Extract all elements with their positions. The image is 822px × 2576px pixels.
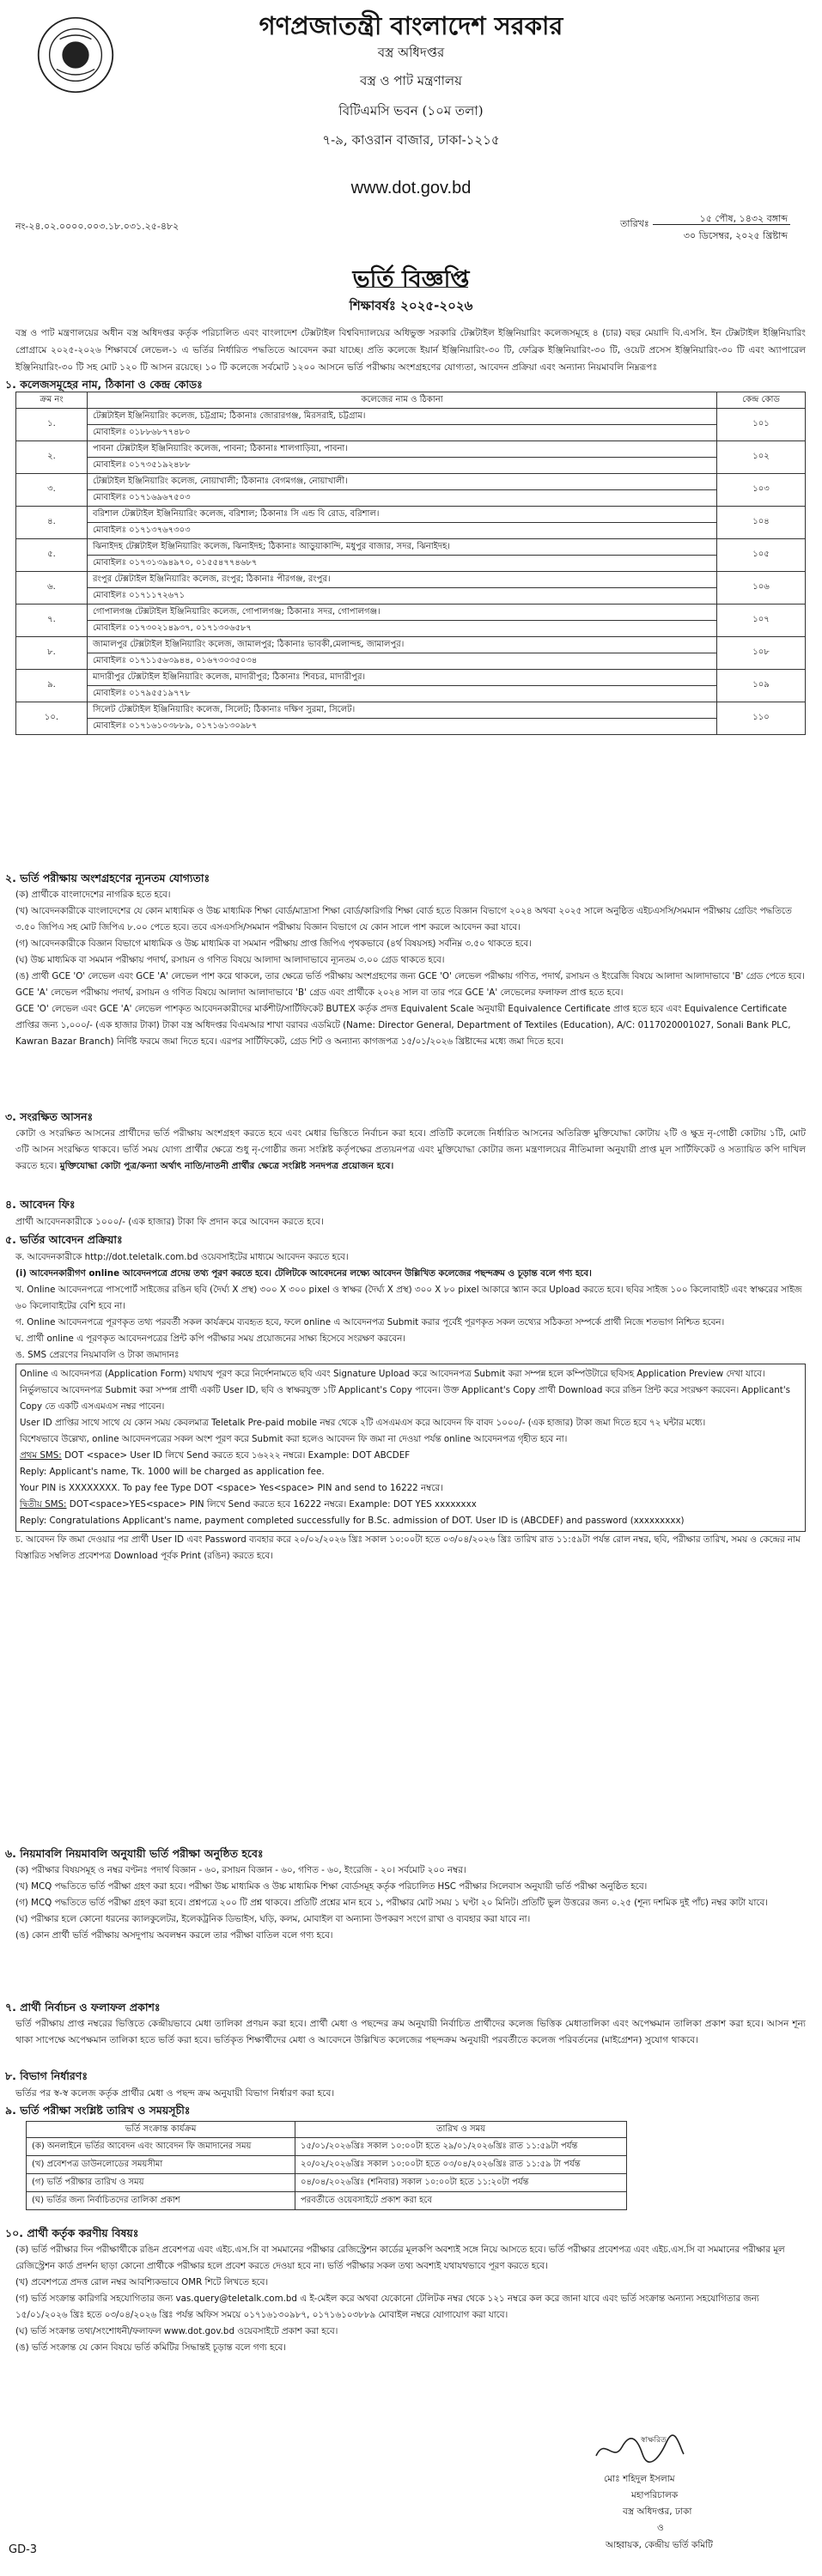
column-header: কলেজের নাম ও ঠিকানা — [88, 392, 717, 409]
table-row — [16, 409, 806, 425]
college-name-cell: পাবনা টেক্সটাইল ইঞ্জিনিয়ারিং কলেজ, পাবনা; ঠিকানাঃ শালগাড়িয়া, পাবনা। — [88, 441, 717, 458]
table-row — [16, 637, 806, 653]
sms-first-text: DOT <space> User ID লিখে Send করতে হবে ১৬২২২ নম্বরে। Example: DOT ABCDEF — [64, 1450, 411, 1461]
table-row — [16, 605, 806, 621]
center-code-cell: ১০৮ — [717, 637, 806, 670]
list-item: (ঙ) কোন প্রার্থী ভর্তি পরীক্ষায় অসদুপায় অবলম্বন করলে তার পরীক্ষা বাতিল বলে গণ্য হবে। — [15, 1930, 333, 1941]
college-name-cell: সিলেট টেক্সটাইল ইঞ্জিনিয়ারিং কলেজ, সিলেট; ঠিকানাঃ দক্ষিণ সুরমা, সিলেট। — [88, 702, 717, 719]
department-name: বস্ত্র অধিদপ্তর — [377, 45, 445, 60]
table-row — [16, 572, 806, 588]
college-name-cell: টেক্সটাইল ইঞ্জিনিয়ারিং কলেজ, নোয়াখালী; ঠিকানাঃ বেগমগঞ্জ, নোয়াখালী। — [88, 474, 717, 490]
table-row — [16, 441, 806, 458]
center-code-cell: ১০৩ — [717, 474, 806, 507]
list-item: (ঘ) ভর্তি সংক্রান্ত তথ্য/সংশোধনী/ফলাফল www.dot.gov.bd ওয়েবসাইটে প্রকাশ করা হবে। — [15, 2326, 338, 2336]
eligibility-list — [15, 887, 806, 1050]
sms-second — [20, 1497, 801, 1513]
footer-code: GD-3 — [9, 2543, 38, 2556]
date-label: তারিখঃ — [620, 218, 649, 229]
date-divider — [653, 224, 790, 225]
list-item: চ. আবেদন ফি জমা দেওয়ার পর প্রার্থী User ID এবং Password ব্যবহার করে ২০/০২/২০২৬ খ্রিঃ সকাল ১০:০০টা হতে ০৩/০৪/২০২৬ খ্রিঃ তারিখ রাত ১১:৫৯টা পর্যন্ত রোল নম্বর, ছবি, পরীক্ষার তারিখ, সময় ও কেন্দ্রের নাম বিস্তারিত সম্বলিত প্রবেশপত্র Download পূর্বক Print (রঙিন) করতে হবে। — [15, 1534, 801, 1561]
center-code-cell: ১০৯ — [717, 670, 806, 702]
serial-cell: ১. — [16, 409, 88, 441]
table-row — [16, 702, 806, 719]
website-link[interactable]: www.dot.gov.bd — [350, 179, 472, 197]
serial-cell: ৫. — [16, 539, 88, 572]
table-row — [16, 507, 806, 523]
college-phone-cell: মোবাইলঃ ০১৭১১৫৬৩৯৪৪, ০১৬৭৩০৩৫০৩৪ — [88, 653, 717, 670]
table-row — [16, 670, 806, 686]
college-phone-cell: মোবাইলঃ ০১৭১৬৯৬৭৫০৩ — [88, 490, 717, 507]
list-item: ঙ. SMS প্রেরণের নিয়মাবলি ও টাকা জমাদানঃ — [15, 1350, 180, 1360]
list-item: (গ) ভর্তি সংক্রান্ত কারিগরি সহযোগিতার জন্য vas.query@teletalk.com.bd এ ই-মেইল করে অথবা যেকোনো টেলিটক নম্বর থেকে ১২১ নম্বরে কল করে জানা যাবে এবং ভর্তি সংক্রান্ত অন্যান্য সহযোগিতার জন্য ১৫/০১/২০২৬ খ্রিঃ হতে ০৩/০৪/২০২৬ খ্রিঃ পর্যন্ত অফিস সময়ে ০১৭১৬১৩০৯৮৭, ০১৭১৬১০৩৮৮৯ মোবাইল নম্বরে যোগাযোগ করা যাবে। — [15, 2293, 759, 2320]
schedule-date-cell: ০৪/০৪/২০২৬খ্রিঃ (শনিবার) সকাল ১০:০০টা হতে ১১:২০টা পর্যন্ত — [295, 2174, 627, 2192]
column-header: ক্রম নং — [16, 392, 88, 409]
table-header-row — [16, 392, 806, 409]
department-assignment-text: ভর্তির পর স্ব-স্ব কলেজ কর্তৃক প্রার্থীর মেধা ও পছন্দ ক্রম অনুযায়ী বিভাগ নির্ধারণ করা হবে। — [15, 2088, 335, 2099]
memo-number: নং-২৪.০২.০০০০.০০৩.১৮.০৩১.২৫-৪৮২ — [15, 221, 180, 232]
college-name-cell: জামালপুর টেক্সটাইল ইঞ্জিনিয়ারিং কলেজ, জামালপুর; ঠিকানাঃ ভাবকী,মেলান্দহ, জামালপুর। — [88, 637, 717, 653]
section-heading: ৯. ভর্তি পরীক্ষা সংশ্লিষ্ট তারিখ ও সময়সূচীঃ — [5, 2104, 191, 2117]
list-item: ঘ. প্রার্থী online এ পূরণকৃত আবেদনপত্রের প্রিন্ট কপি পরীক্ষার সময় প্রয়োজনের সাক্ষ্য হিসেবে সংরক্ষণ করবেন। — [15, 1334, 405, 1344]
schedule-item-cell: (গ) ভর্তি পরীক্ষার তারিখ ও সময় — [27, 2174, 295, 2192]
college-phone-cell: মোবাইলঃ ০১৭১৩৭৬৭৩০৩ — [88, 523, 717, 539]
list-item: (ঙ) ভর্তি সংক্রান্ত যে কোন বিষয়ে ভর্তি কমিটির সিদ্ধান্তই চূড়ান্ত বলে গণ্য হবে। — [15, 2342, 286, 2353]
table-header-row — [27, 2122, 627, 2138]
table-row — [27, 2138, 627, 2156]
center-code-cell: ১০৫ — [717, 539, 806, 572]
list-item: (ক) ভর্তি পরীক্ষার দিন পরীক্ষার্থীকে রঙিন প্রবেশপত্র এবং এইচ.এস.সি বা সমমানের পরীক্ষার রেজিস্ট্রেশন কার্ডের মূলকপি অবশ্যই সঙ্গে নিয়ে আসতে হবে। ভর্তি পরীক্ষার প্রবেশপত্র এবং এইচ.এস.সি বা সমমানের পরীক্ষার মূল রেজিস্ট্রেশন কার্ড প্রদর্শন ছাড়া কোনো প্রার্থীকে পরীক্ষার হলে প্রবেশ করতে দেওয়া হবে না। ভর্তি পরীক্ষার সকল তথ্য অবশ্যই যথাযথভাবে পূরণ করতে হবে। — [15, 2245, 785, 2271]
sms-reply: Your PIN is XXXXXXXX. To pay fee Type DOT <space> Yes<space> PIN and send to 16222 নম্বরে। — [20, 1483, 443, 1493]
college-name-cell: টেক্সটাইল ইঞ্জিনিয়ারিং কলেজ, চট্টগ্রাম; ঠিকানাঃ জোরারগঞ্জ, মিরসরাই, চট্টগ্রাম। — [88, 409, 717, 425]
list-item: GCE 'O' লেভেল এবং GCE 'A' লেভেল পাশকৃত আবেদনকারীদের মার্কশীট/সার্টিফিকেট BUTEX কর্তৃক প্রদত্ত Equivalent Scale অনুযায়ী Equivalence Certificate প্রাপ্ত হতে হবে এবং Equivalence Certificate প্রাপ্তির জন্য ১,০০০/- (এক হাজার টাকা) টাকা বস্ত্র অধিদপ্তর বিএমআর শাখা বরাবর এডমিটে (Name: Director General, Department of Textiles (Education), A/C: 0117020001027, Sonali Bank PLC, Kawran Bazar Branch) নির্দিষ্ট ফরমে জমা দিতে হবে। এরপর সার্টিফিকেট, গ্রেড শিট ও অন্যান্য কাগজপত্র ১৫/০১/২০২৬ খ্রিষ্টাব্দের মধ্যে জমা দিতে হবে। — [15, 1004, 791, 1047]
list-item: (খ) আবেদনকারীকে বাংলাদেশের যে কোন মাধ্যমিক ও উচ্চ মাধ্যমিক শিক্ষা বোর্ড/মাদ্রাসা শিক্ষা বোর্ড/কারিগরি শিক্ষা বোর্ড হতে বিজ্ঞান বিভাগে ২০২৪ অথবা ২০২৫ সালে অনুষ্ঠিত এইচএসসি/সমমান পরীক্ষায় গ্রেডিং পদ্ধতিতে ৩.৫০ জিপিএ সহ মোট জিপিএ ৮.০০ পেতে হবে। তবে এসএসসি/সমমান পরীক্ষায় বিজ্ঞান বিভাগে যে কোন সালে পাশ করলে আবেদন করা যাবে। — [15, 906, 792, 933]
signatory-office: বস্ত্র অধিদপ্তর, ঢাকা — [623, 2506, 692, 2517]
table-row — [16, 556, 806, 572]
schedule-date-cell: ২০/০২/২০২৬খ্রিঃ সকাল ১০:০০টা হতে ০৩/০৪/২০২৬খ্রিঃ রাত ১১:৫৯ টা পর্যন্ত — [295, 2156, 627, 2174]
reserved-seats-body: কোটা ও সংরক্ষিত আসনের প্রার্থীদের ভর্তি পরীক্ষায় অংশগ্রহণ করতে হবে এবং মেধার ভিত্তিতে নির্বাচন করা হবে। প্রতিটি কলেজে নির্ধারিত আসনের অতিরিক্ত মুক্তিযোদ্ধা কোটায় ২টি ও ক্ষুদ্র নৃ-গোষ্ঠী কোটায় ১টি, মোট ৩টি আসন সংরক্ষিত থাকবে। ভর্তি সময় যোগ্য প্রার্থীর ক্ষেত্রে শুধু নৃ-গোষ্ঠীর জন্য সংশ্লিষ্ট কর্তৃপক্ষের প্রত্যয়নপত্র এবং মুক্তিযোদ্ধা কোটার জন্য মন্ত্রণালয়ের নীতিমালা অনুযায়ী প্রাপ্ত মূল সার্টিফিকেট ও সত্যায়িত কপি দাখিল করতে হবে। — [15, 1128, 806, 1171]
date-english: ৩০ ডিসেম্বর, ২০২৫ খ্রিষ্টাব্দ — [683, 230, 788, 241]
list-item: (খ) প্রবেশপত্রে প্রদত্ত রোল নম্বর আবশ্যিকভাবে OMR শিটে লিখতে হবে। — [15, 2277, 269, 2287]
section-heading: ৪. আবেদন ফিঃ — [5, 1198, 76, 1211]
section-heading: ৩. সংরক্ষিত আসনঃ — [5, 1110, 94, 1123]
session-year: শিক্ষাবর্ষঃ ২০২৫-২০২৬ — [349, 298, 473, 313]
ministry-name: বস্ত্র ও পাট মন্ত্রণালয় — [360, 73, 462, 88]
table-row — [16, 539, 806, 556]
list-item: (i) আবেদনকারীগণ online আবেদনপত্রে প্রদেয় তথ্য পূরণ করতে হবে। টেলিটকে আবেদনের লক্ষ্যে আবেদন উল্লিখিত কলেজের পছন্দক্রম ও চূড়ান্ত বলে গণ্য হবে। — [15, 1268, 592, 1279]
college-phone-cell: মোবাইলঃ ০১৭১১৭২৬৭১ — [88, 588, 717, 605]
list-item: গ. Online আবেদনপত্রে পূরণকৃত তথ্য পরবর্তী সকল কার্যক্রমে ব্যবহৃত হবে, ফলে online এ আবেদনপত্র Submit করার পূর্বেই পূরণকৃত সকল তথ্যের সঠিকতা সম্পর্কে প্রার্থী নিজে শতভাগ নিশ্চিত হবেন। — [15, 1317, 725, 1327]
center-code-cell: ১০৪ — [717, 507, 806, 539]
college-name-cell: ঝিনাইদহ টেক্সটাইল ইঞ্জিনিয়ারিং কলেজ, ঝিনাইদহ; ঠিকানাঃ আড়ুয়াকান্দি, মধুপুর বাজার, সদর, ঝিনাইদহ। — [88, 539, 717, 556]
college-phone-cell: মোবাইলঃ ০১৭১৬১০৩৮৮৯, ০১৭১৬১৩০৯৮৭ — [88, 719, 717, 735]
serial-cell: ১০. — [16, 702, 88, 735]
list-item: (ক) পরীক্ষার বিষয়সমূহ ও নম্বর বণ্টনঃ পদার্থ বিজ্ঞান - ৬০, রসায়ন বিজ্ঞান - ৬০, গণিত - ৬০, ইংরেজি - ২০। সর্বমোট ২০০ নম্বর। — [15, 1865, 466, 1875]
section-heading: ৮. বিভাগ নির্ধারণঃ — [5, 2069, 88, 2082]
intro-paragraph: বস্ত্র ও পাট মন্ত্রণালয়ের অধীন বস্ত্র অধিদপ্তর কর্তৃক পরিচালিত এবং বাংলাদেশ টেক্সটাইল বিশ্ববিদ্যালয়ের অধিভুক্ত সরকারি টেক্সটাইল ইঞ্জিনিয়ারিং কলেজসমূহে ৪ (চার) বছর মেয়াদি বি.এসসি. ইন টেক্সটাইল ইঞ্জিনিয়ারিং প্রোগ্রামে ২০২৫-২০২৬ শিক্ষাবর্ষে লেভেল-১ এ ভর্তির নির্ধারিত পদ্ধতিতে আবেদন করা যাচ্ছে। প্রতি কলেজে ইয়ার্ন ইঞ্জিনিয়ারিং-৩০ টি, ফেব্রিক ইঞ্জিনিয়ারিং-৩০ টি, ওয়েট প্রসেস ইঞ্জিনিয়ারিং-৩০ টি এবং অ্যাপারেল ইঞ্জিনিয়ারিং-৩০ টি সহ মোট ১২০ টি আসন রয়েছে। ১০ টি কলেজে সর্বমোট ১২০০ আসনে ভর্তি পরীক্ষায় অংশগ্রহণের যোগ্যতা, আবেদন প্রক্রিয়া এবং অন্যান্য নিয়মাবলি নিম্নরূপঃ — [15, 328, 806, 373]
office-address: ৭-৯, কাওরান বাজার, ঢাকা-১২১৫ — [322, 132, 500, 148]
date-bangla: ১৫ পৌষ, ১৪৩২ বঙ্গাব্দ — [699, 213, 788, 224]
govt-title: গণপ্রজাতন্ত্রী বাংলাদেশ সরকার — [259, 11, 563, 40]
table-row — [16, 719, 806, 735]
college-phone-cell: মোবাইলঃ ০১৮৮৬৮৭৭৪৮০ — [88, 425, 717, 441]
college-name-cell: গোপালগঞ্জ টেক্সটাইল ইঞ্জিনিয়ারিং কলেজ, গোপালগঞ্জ; ঠিকানাঃ সদর, গোপালগঞ্জ। — [88, 605, 717, 621]
section-heading: ১০. প্রার্থী কর্তৃক করণীয় বিষয়ঃ — [5, 2227, 139, 2239]
reserved-seats-note: মুক্তিযোদ্ধা কোটা পুত্র/কন্যা অর্থাৎ নাতি/নাতনী প্রার্থীর ক্ষেত্রে সংশ্লিষ্ট সনদপত্র প্রয়োজন হবে। — [59, 1161, 394, 1171]
serial-cell: ২. — [16, 441, 88, 474]
center-code-cell: ১১০ — [717, 702, 806, 735]
schedule-item-cell: (ক) অনলাইনে ভর্তির আবেদন এবং আবেদন ফি জমাদানের সময় — [27, 2138, 295, 2156]
serial-cell: ৯. — [16, 670, 88, 702]
table-row — [16, 474, 806, 490]
signatory-and: ও — [657, 2523, 664, 2533]
exam-rules — [15, 1862, 806, 1944]
column-header: ভর্তি সংক্রান্ত কার্যক্রম — [27, 2122, 295, 2138]
serial-cell: ৪. — [16, 507, 88, 539]
schedule-item-cell: (ঘ) ভর্তির জন্য নির্বাচিতদের তালিকা প্রকাশ — [27, 2192, 295, 2210]
fee-text: প্রার্থী আবেদনকারীকে ১০০০/- (এক হাজার) টাকা ফি প্রদান করে আবেদন করতে হবে। — [15, 1217, 324, 1227]
table-row — [16, 588, 806, 605]
table-row — [16, 686, 806, 702]
schedule-table — [26, 2121, 627, 2210]
list-item: User ID প্রাপ্তির সাথে সাথে যে কোন সময় কেবলমাত্র Teletalk Pre-paid mobile নম্বর থেকে ২টি এসএমএস করে আবেদন ফি বাবদ ১০০০/- (এক হাজার) টাকা জমা দিতে হবে ৭২ ঘন্টার মধ্যে। — [20, 1418, 706, 1428]
sms-reply: Reply: Applicant's name, Tk. 1000 will be charged as application fee. — [20, 1467, 325, 1477]
sms-first-label: প্রথম SMS: — [20, 1450, 62, 1461]
college-name-cell: রংপুর টেক্সটাইল ইঞ্জিনিয়ারিং কলেজ, রংপুর; ঠিকানাঃ পীরগঞ্জ, রংপুর। — [88, 572, 717, 588]
serial-cell: ৮. — [16, 637, 88, 670]
reserved-seats-text — [15, 1126, 806, 1175]
list-item: (খ) MCQ পদ্ধতিতে ভর্তি পরীক্ষা গ্রহণ করা হবে। পরীক্ষা উচ্চ মাধ্যমিক ও উচ্চ মাধ্যমিক শিক্ষা বোর্ডসমূহ কর্তৃক পরিচালিত HSC পরীক্ষার সিলেবাস অনুযায়ী ভর্তি পরীক্ষা অনুষ্ঠিত হবে। — [15, 1881, 648, 1892]
column-header: কেন্দ্র কোড — [717, 392, 806, 409]
result-text: ভর্তি পরীক্ষায় প্রাপ্ত নম্বরের ভিত্তিতে কেন্দ্রীয়ভাবে মেধা তালিকা প্রণয়ন করা হবে। প্রার্থী মেধা ও পছন্দের ক্রম অনুযায়ী নির্বাচিত প্রার্থীদের কলেজ ভিত্তিক মেধাতালিকা এবং অপেক্ষমান তালিকা প্রকাশ করা হবে। আসন শূন্য থাকা সাপেক্ষে অপেক্ষমান তালিকা হতে ভর্তি করা হবে। ভর্তিকৃত শিক্ষার্থীদের মেধা ও আবেদনে উল্লিখিত কলেজের পছন্দক্রম অনুযায়ী পরবর্তীতে কলেজ পরিবর্তনের (মাইগ্রেশন) সুযোগ থাকবে। — [15, 2019, 806, 2045]
list-item: (গ) আবেদনকারীকে বিজ্ঞান বিভাগে মাধ্যমিক ও উচ্চ মাধ্যমিক বা সমমান পরীক্ষায় প্রাপ্ত জিপিএ পৃথকভাবে (৪র্থ বিষয়সহ) সর্বনিম্ন ৩.৫০ থাকতে হবে। — [15, 939, 532, 949]
college-name-cell: মাদারীপুর টেক্সটাইল ইঞ্জিনিয়ারিং কলেজ, মাদারীপুর; ঠিকানাঃ শিবচর, মাদারীপুর। — [88, 670, 717, 686]
section-heading: ৭. প্রার্থী নির্বাচন ও ফলাফল প্রকাশঃ — [5, 2001, 161, 2014]
college-name-cell: বরিশাল টেক্সটাইল ইঞ্জিনিয়ারিং কলেজ, বরিশাল; ঠিকানাঃ সি এন্ড বি রোড, বরিশাল। — [88, 507, 717, 523]
section-heading: ৬. নিয়মাবলি নিয়মাবলি অনুযায়ী ভর্তি পরীক্ষা অনুষ্ঠিত হবেঃ — [5, 1847, 264, 1860]
section-heading: ১. কলেজসমূহের নাম, ঠিকানা ও কেন্দ্র কোডঃ — [5, 378, 203, 391]
table-row — [27, 2156, 627, 2174]
table-row — [16, 490, 806, 507]
college-phone-cell: মোবাইলঃ ০১৭৩০২১৪৯৩৭, ০১৭১৩০৬৫৮৭ — [88, 621, 717, 637]
list-item: খ. Online আবেদনপত্রে পাসপোর্ট সাইজের রঙিন ছবি (দৈর্ঘ্য X প্রস্থ) ৩০০ X ৩০০ pixel ও স্বাক্ষর (দৈর্ঘ্য X প্রস্থ) ৩০০ X ৮০ pixel আকারে স্ক্যান করে Upload করতে হবে। ছবির সাইজ ১০০ কিলোবাইট এবং স্বাক্ষরের সাইজ ৬০ কিলোবাইটের বেশি হবে না। — [15, 1285, 802, 1311]
list-item: ক. আবেদনকারীকে http://dot.teletalk.com.bd ওয়েবসাইটের মাধ্যমে আবেদন করতে হবে। — [15, 1252, 349, 1262]
list-item: বিশেষভাবে উল্লেখ্য, online আবেদনপত্রের সকল অংশ পূরণ করে Submit করা হলেও আবেদন ফি জমা না দেওয়া পর্যন্ত online আবেদনপত্র গৃহীত হবে না। — [20, 1434, 568, 1444]
schedule-date-cell: ১৫/০১/২০২৬খ্রিঃ সকাল ১০:০০টা হতে ২৯/০১/২০২৬খ্রিঃ রাত ১১:৫৯টা পর্যন্ত — [295, 2138, 627, 2156]
table-row — [16, 621, 806, 637]
signatory-name: মোঃ শহিদুল ইসলাম — [604, 2474, 675, 2484]
section-heading: ৫. ভর্তির আবেদন প্রক্রিয়াঃ — [5, 1233, 123, 1246]
table-row — [27, 2174, 627, 2192]
signatory-title: মহাপরিচালক — [631, 2490, 679, 2500]
table-row — [16, 458, 806, 474]
list-item: (ঘ) উচ্চ মাধ্যমিক বা সমমান পরীক্ষায় পদার্থ, রসায়ন ও গণিত বিষয়ে আলাদা আলাদাভাবে ন্যূনতম ৩.০০ গ্রেড থাকতে হবে। — [15, 955, 445, 965]
college-phone-cell: মোবাইলঃ ০১৭৩৫১৯২৪৮৮ — [88, 458, 717, 474]
table-row — [16, 653, 806, 670]
notice-title: ভর্তি বিজ্ঞপ্তি — [352, 266, 470, 293]
signatory-role: আহ্বায়ক, কেন্দ্রীয় ভর্তি কমিটি — [606, 2540, 713, 2550]
signature-icon — [593, 2432, 687, 2468]
center-code-cell: ১০৬ — [717, 572, 806, 605]
serial-cell: ৩. — [16, 474, 88, 507]
sms-second-label: দ্বিতীয় SMS: — [20, 1499, 67, 1510]
sms-reply: Reply: Congratulations Applicant's name, payment completed successfully for B.Sc. admission of DOT. User ID is (ABCDEF) and password (xxxxxxxxx) — [20, 1516, 685, 1526]
center-code-cell: ১০১ — [717, 409, 806, 441]
title-underline — [356, 287, 468, 288]
sms-first — [20, 1448, 801, 1464]
list-item: (ঙ) প্রার্থী GCE 'O' লেভেল এবং GCE 'A' লেভেল পাশ করে থাকলে, তার ক্ষেত্রে ভর্তি পরীক্ষায় অংশগ্রহণের জন্য GCE 'O' লেভেল পরীক্ষায় গণিত, পদার্থ, রসায়ন ও ইংরেজি বিষয়ে আলাদা আলাদাভাবে 'B' গ্রেড পেতে হবে। GCE 'A' লেভেল পরীক্ষায় পদার্থ, রসায়ন ও গণিত বিষয়ে আলাদা আলাদাভাবে 'B' গ্রেড এবং প্রার্থীকে ২০২৪ সাল বা তার পরে GCE 'A' লেভেলের ফলাফল প্রাপ্ত হতে হবে। — [15, 971, 805, 998]
college-phone-cell: মোবাইলঃ ০১৭৩১৩৯৪৯৭০, ০১৫৫৪৭৭৪৬৮৭ — [88, 556, 717, 572]
list-item: (গ) MCQ পদ্ধতিতে ভর্তি পরীক্ষা গ্রহণ করা হবে। প্রশ্নপত্রে ২০০ টি প্রশ্ন থাকবে। প্রতিটি প্রশ্নের মান হবে ১, পরীক্ষার মোট সময় ১ ঘণ্টা ২০ মিনিট। প্রতিটি ভুল উত্তরের জন্য ০.২৫ (শূন্য দশমিক দুই পাঁচ) নম্বর কাটা যাবে। — [15, 1898, 768, 1908]
table-row — [16, 523, 806, 539]
candidate-todo-list — [15, 2242, 806, 2356]
list-item: (ঘ) পরীক্ষার হলে কোনো ধরনের ক্যালকুলেটর, ইলেকট্রনিক ডিভাইস, ঘড়ি, কলম, মোবাইল বা অন্যান্য উপকরণ সংগে রাখা ও ব্যবহার করা যাবে না। — [15, 1914, 531, 1924]
signature-text: স্বাক্ষরিত — [641, 2436, 667, 2445]
college-phone-cell: মোবাইলঃ ০১৭৯৫৫১৯৭৭৮ — [88, 686, 717, 702]
building-name: বিটিএমসি ভবন (১০ম তলা) — [338, 103, 484, 118]
center-code-cell: ১০২ — [717, 441, 806, 474]
schedule-item-cell: (খ) প্রবেশপত্র ডাউনলোডের সময়সীমা — [27, 2156, 295, 2174]
table-row — [16, 425, 806, 441]
college-table — [15, 392, 806, 735]
section-heading: ২. ভর্তি পরীক্ষায় অংশগ্রহণের ন্যূনতম যোগ্যতাঃ — [5, 872, 210, 884]
sms-second-text: DOT<space>YES<space> PIN লিখে Send করতে হবে 16222 নম্বরে। Example: DOT YES xxxxxxxx — [69, 1499, 477, 1510]
center-code-cell: ১০৭ — [717, 605, 806, 637]
column-header: তারিখ ও সময় — [295, 2122, 627, 2138]
table-row — [27, 2192, 627, 2210]
serial-cell: ৭. — [16, 605, 88, 637]
list-item: (ক) প্রার্থীকে বাংলাদেশের নাগরিক হতে হবে। — [15, 890, 171, 900]
serial-cell: ৬. — [16, 572, 88, 605]
application-steps — [15, 1249, 806, 1564]
list-item: Online এ আবেদনপত্র (Application Form) যথাযথ পূরণ করে নির্দেশনামতে ছবি এবং Signature Upload করে আবেদনপত্র Submit করা সম্পন্ন হলে কম্পিউটারে ছবিসহ Application Preview দেখা যাবে। নির্ভুলভাবে আবেদনপত্র Submit করা সম্পন্ন প্রার্থী একটি User ID, ছবি ও স্বাক্ষরযুক্ত ১টি Applicant's Copy পাবেন। উক্ত Applicant's Copy প্রার্থী Download করে রঙিন প্রিন্ট করে সংরক্ষণ করবেন। Applicant's Copy তে একটি এসএমএস নম্বর পাবেন। — [20, 1369, 791, 1412]
schedule-date-cell: পরবর্তীতে ওয়েবসাইটে প্রকাশ করা হবে — [295, 2192, 627, 2210]
sms-instructions-box — [15, 1364, 806, 1532]
